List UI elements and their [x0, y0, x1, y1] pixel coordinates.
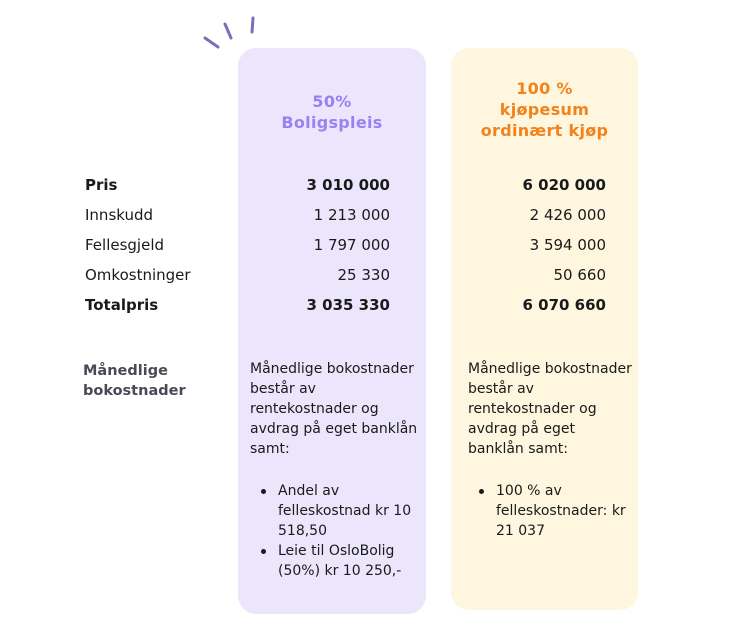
column-b-title-line1: 100 %: [516, 79, 573, 98]
monthly-bullets-b: [468, 481, 636, 541]
column-b-title-line3: ordinært kjøp: [480, 121, 609, 140]
row-value-a-pris: 3 010 000: [306, 176, 390, 194]
row-label-innskudd: Innskudd: [85, 206, 154, 224]
row-label-fellesgjeld: Fellesgjeld: [85, 236, 165, 254]
list-item: 100 % av felleskostnader: kr 21 037: [468, 481, 636, 541]
row-value-a-omkostninger: 25 330: [337, 266, 390, 284]
row-value-a-innskudd: 1 213 000: [313, 206, 390, 224]
row-label-totalpris: Totalpris: [85, 296, 159, 314]
column-b-title-line2: kjøpesum: [499, 100, 590, 119]
monthly-bullets-a: [250, 481, 422, 581]
row-value-a-fellesgjeld: 1 797 000: [313, 236, 390, 254]
list-item: Andel av felleskostnad kr 10 518,50: [250, 481, 422, 541]
monthly-description-b: Månedlige bokostnader består av rentekostnader og avdrag på eget banklån samt:: [468, 361, 632, 457]
row-value-b-omkostninger: 50 660: [553, 266, 606, 284]
monthly-description-a: Månedlige bokostnader består av rentekostnader og avdrag på eget banklån samt:: [250, 361, 418, 457]
row-value-a-totalpris: 3 035 330: [306, 296, 390, 314]
list-item: Leie til OsloBolig (50%) kr 10 250,-: [250, 541, 422, 581]
row-value-b-innskudd: 2 426 000: [529, 206, 606, 224]
column-b-title: [451, 78, 638, 141]
column-a-title-line1: 50%: [312, 92, 352, 111]
monthly-costs-label: [83, 361, 186, 401]
monthly-label-line2: bokostnader: [83, 383, 186, 399]
row-label-omkostninger: Omkostninger: [85, 266, 191, 284]
row-value-b-pris: 6 020 000: [522, 176, 606, 194]
monthly-label-line1: Månedlige: [83, 363, 168, 379]
row-label-pris: Pris: [85, 176, 118, 194]
column-a-title-line2: Boligspleis: [281, 113, 383, 132]
row-value-b-totalpris: 6 070 660: [522, 296, 606, 314]
column-a-title: [238, 91, 426, 133]
row-value-b-fellesgjeld: 3 594 000: [529, 236, 606, 254]
